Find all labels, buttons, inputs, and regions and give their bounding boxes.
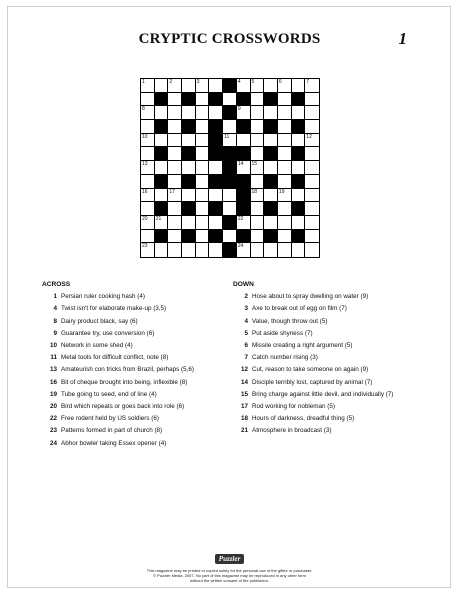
grid-cell[interactable] [141,216,155,230]
black-square [182,175,196,189]
clue-number: 20 [142,215,148,222]
grid-cell[interactable] [278,202,292,216]
black-square [223,216,237,230]
black-square [209,202,223,216]
black-square [237,120,251,134]
clue-number: 2 [169,79,173,85]
clue-number: 16 [142,188,148,195]
clue-text: Persian ruler cooking hash (4) [61,293,145,301]
black-square [209,93,223,107]
grid-cell[interactable] [196,216,210,230]
black-square [155,93,169,107]
clue-number: 24 [237,243,244,250]
across-clue [42,377,232,389]
grid-cell[interactable] [196,230,210,244]
black-square [223,243,237,257]
grid-cell[interactable] [168,120,182,134]
grid-cell[interactable] [182,161,196,175]
grid-cell[interactable] [264,106,278,120]
grid-cell[interactable] [292,79,306,93]
clue-text: Bring charge against little devil, and individually (7) [252,390,394,398]
black-square [292,93,306,107]
clue-text: Hose about to spray dwelling on water (9) [252,293,369,301]
grid-cell[interactable] [278,189,292,203]
grid-cell[interactable] [251,106,265,120]
grid-cell[interactable] [251,120,265,134]
clue-number: 5 [251,79,255,85]
black-square [223,161,237,175]
grid-cell[interactable] [278,93,292,107]
clue-number: 12 [240,366,248,374]
grid-cell[interactable] [237,161,251,175]
black-square [264,230,278,244]
grid-cell[interactable] [305,161,319,175]
clue-number: 16 [49,378,57,386]
down-clue [233,389,433,401]
black-square [223,79,237,93]
across-clue-list [42,291,232,450]
clue-text: Catch number rising (3) [252,354,318,362]
grid-cell[interactable] [196,243,210,257]
black-square [237,175,251,189]
grid-cell[interactable] [209,79,223,93]
grid-cell[interactable] [182,216,196,230]
grid-cell[interactable] [305,147,319,161]
grid-cell[interactable] [251,216,265,230]
across-clue [42,413,232,425]
black-square [292,147,306,161]
across-clue [42,425,232,437]
grid-cell[interactable] [292,189,306,203]
grid-cell[interactable] [168,79,182,93]
clue-text: Bit of cheque brought into being, inflexible (8) [61,378,188,386]
grid-cell[interactable] [141,134,155,148]
clue-number: 19 [49,390,57,398]
clue-number: 15 [251,161,258,168]
grid-cell[interactable] [196,202,210,216]
black-square [223,147,237,161]
grid-cell[interactable] [196,79,210,93]
grid-cell[interactable] [292,243,306,257]
grid-cell[interactable] [251,79,265,93]
grid-cell[interactable] [141,243,155,257]
grid-cell[interactable] [278,147,292,161]
page-number: 1 [398,29,407,48]
grid-cell[interactable] [264,161,278,175]
clue-text: Network in some shed (4) [61,342,133,350]
black-square [155,202,169,216]
grid-cell[interactable] [155,79,169,93]
clue-number: 23 [49,427,57,435]
black-square [264,93,278,107]
black-square [209,134,223,148]
grid-cell[interactable] [292,216,306,230]
grid-cell[interactable] [209,243,223,257]
black-square [292,120,306,134]
clue-text: Patterns formed in part of church (8) [61,427,163,435]
black-square [264,147,278,161]
black-square [292,202,306,216]
clue-number: 23 [142,243,148,250]
black-square [209,175,223,189]
black-square [182,202,196,216]
grid-cell[interactable] [223,134,237,148]
across-heading: ACROSS [42,281,71,288]
clue-text: Hours of darkness, dreadful thing (5) [252,415,355,423]
black-square [155,230,169,244]
grid-cell[interactable] [209,106,223,120]
grid-cell[interactable] [264,216,278,230]
grid-cell[interactable] [182,106,196,120]
grid-cell[interactable] [278,230,292,244]
grid-cell[interactable] [141,202,155,216]
grid-cell[interactable] [305,134,319,148]
clue-number: 11 [50,354,57,362]
black-square [182,93,196,107]
grid-cell[interactable] [141,175,155,189]
black-square [209,230,223,244]
grid-cell[interactable] [196,93,210,107]
grid-cell[interactable] [168,147,182,161]
clue-text: Put aside shyness (7) [252,329,313,337]
clue-text: Rod working for nobleman (5) [252,403,335,411]
clue-number: 20 [49,403,57,411]
clue-number: 14 [237,161,244,168]
clue-number: 1 [142,79,145,85]
clue-number: 3 [196,79,200,85]
down-clue [233,303,433,315]
grid-cell[interactable] [237,79,251,93]
clue-number: 14 [240,378,248,386]
grid-cell[interactable] [264,189,278,203]
clue-number: 6 [244,342,248,350]
clue-text: Value, though throw out (5) [252,317,328,325]
clue-number: 18 [251,188,258,195]
grid-cell[interactable] [209,216,223,230]
across-clue [42,291,232,303]
grid-cell[interactable] [155,216,169,230]
black-square [155,120,169,134]
grid-cell[interactable] [168,134,182,148]
down-clue [233,377,433,389]
black-square [237,93,251,107]
clue-text: Guarantee try, use conversion (6) [61,329,155,337]
clue-text: Abhor bowler taking Essex opener (4) [61,439,167,447]
grid-cell[interactable] [305,175,319,189]
clue-number: 18 [240,415,248,423]
grid-cell[interactable] [155,134,169,148]
grid-cell[interactable] [305,120,319,134]
black-square [223,106,237,120]
down-clue [233,413,433,425]
grid-cell[interactable] [182,189,196,203]
clue-number: 17 [240,403,248,411]
grid-cell[interactable] [155,189,169,203]
grid-cell[interactable] [223,120,237,134]
down-clue [233,316,433,328]
black-square [264,120,278,134]
grid-cell[interactable] [196,106,210,120]
black-square [182,147,196,161]
grid-cell[interactable] [251,93,265,107]
across-clue [42,401,232,413]
clue-number: 13 [142,161,148,168]
crossword-grid [140,78,320,258]
grid-cell[interactable] [305,202,319,216]
grid-cell[interactable] [278,134,292,148]
clue-text: Bird which repeats or goes back into role (6) [61,403,185,411]
black-square [223,175,237,189]
grid-cell[interactable] [182,243,196,257]
across-clue [42,340,232,352]
black-square [155,147,169,161]
black-square [209,147,223,161]
clue-text: Atmosphere in broadcast (3) [252,427,332,435]
across-clue [42,364,232,376]
grid-cell[interactable] [141,147,155,161]
down-heading: DOWN [233,281,254,288]
grid-cell[interactable] [168,202,182,216]
black-square [264,175,278,189]
black-square [292,230,306,244]
grid-cell[interactable] [251,134,265,148]
grid-cell[interactable] [305,106,319,120]
grid-cell[interactable] [168,216,182,230]
black-square [292,175,306,189]
clue-number: 22 [49,415,57,423]
across-clue [42,328,232,340]
publisher-logo: Puzzler [215,554,244,564]
clue-number: 6 [278,79,282,85]
grid-cell[interactable] [223,230,237,244]
grid-cell[interactable] [305,79,319,93]
grid-cell[interactable] [251,147,265,161]
copyright-line-3: without the written consent of the publishers. [190,578,269,583]
clue-number: 9 [53,329,57,337]
grid-cell[interactable] [168,106,182,120]
clue-number: 7 [306,79,310,85]
clue-number: 12 [306,133,312,140]
grid-cell[interactable] [264,79,278,93]
clue-number: 21 [155,215,162,222]
grid-cell[interactable] [223,189,237,203]
grid-cell[interactable] [251,161,265,175]
grid-cell[interactable] [264,243,278,257]
grid-cell[interactable] [251,243,265,257]
grid-cell[interactable] [237,134,251,148]
grid-cell[interactable] [141,120,155,134]
down-clue-list [233,291,433,437]
grid-cell[interactable] [141,79,155,93]
clue-text: Metal tools for difficult conflict, note (8) [61,354,169,362]
clue-text: Amateurish con tricks from Brazil, perhaps (5,6) [61,366,194,374]
grid-cell[interactable] [223,93,237,107]
across-clue [42,352,232,364]
grid-cell[interactable] [278,120,292,134]
grid-cell[interactable] [168,189,182,203]
grid-cell[interactable] [305,243,319,257]
clue-text: Twist isn't for elaborate make-up (3,5) [61,305,167,313]
down-clue [233,291,433,303]
grid-cell[interactable] [141,161,155,175]
down-clue [233,352,433,364]
grid-cell[interactable] [237,106,251,120]
clue-number: 13 [49,366,57,374]
down-clue [233,401,433,413]
grid-cell[interactable] [292,106,306,120]
grid-cell[interactable] [168,230,182,244]
clue-text: Disciple terribly lost, captured by animal (7) [252,378,373,386]
across-clue [42,438,232,450]
clue-number: 7 [244,354,248,362]
clue-number: 15 [240,390,248,398]
grid-cell[interactable] [182,79,196,93]
grid-cell[interactable] [196,134,210,148]
grid-cell[interactable] [251,230,265,244]
grid-cell[interactable] [196,175,210,189]
grid-cell[interactable] [223,202,237,216]
down-clues [233,279,433,438]
clue-text: Dairy product black, say (6) [61,317,138,325]
grid-cell[interactable] [155,161,169,175]
copyright-notice [0,568,459,583]
down-clue [233,328,433,340]
black-square [264,202,278,216]
grid-cell[interactable] [196,161,210,175]
clue-number: 19 [278,188,285,195]
black-square [237,189,251,203]
clue-text: Cut, reason to take someone on again (9) [252,366,369,374]
grid-cell[interactable] [278,79,292,93]
clue-text: Tube going to seed, end of line (4) [61,390,157,398]
grid-cell[interactable] [141,230,155,244]
clue-number: 4 [244,317,248,325]
grid-cell[interactable] [305,216,319,230]
clue-number: 10 [142,133,148,140]
across-clue [42,389,232,401]
black-square [209,120,223,134]
across-clue [42,316,232,328]
black-square [237,147,251,161]
clue-text: Missile creating a right argument (5) [252,342,353,350]
clue-number: 4 [53,305,57,313]
grid-cell[interactable] [292,134,306,148]
grid-cell[interactable] [278,161,292,175]
grid-cell[interactable] [305,93,319,107]
grid-cell[interactable] [155,106,169,120]
clue-text: Axe to break out of egg on film (7) [252,305,347,313]
grid-cell[interactable] [141,189,155,203]
grid-cell[interactable] [264,134,278,148]
black-square [237,202,251,216]
grid-cell[interactable] [278,243,292,257]
clue-number: 2 [244,293,248,301]
clue-number: 4 [237,79,241,85]
grid-cell[interactable] [278,175,292,189]
grid-cell[interactable] [209,189,223,203]
clue-number: 24 [49,439,57,447]
clue-number: 21 [240,427,248,435]
copyright-line-2: © Puzzler Media, 2007. No part of this magazine may be reproduced in any other form [153,573,306,578]
grid-cell[interactable] [196,189,210,203]
clue-text: Free rodent held by US soldiers (6) [61,415,159,423]
grid-cell[interactable] [251,202,265,216]
down-clue [233,364,433,376]
across-clues [42,279,232,450]
clue-number: 10 [49,342,57,350]
clue-number: 5 [244,329,248,337]
black-square [182,120,196,134]
grid-cell[interactable] [305,230,319,244]
down-clue [233,425,433,437]
grid-cell[interactable] [168,93,182,107]
clue-number: 17 [169,188,175,195]
grid-cell[interactable] [168,161,182,175]
grid-cell[interactable] [196,120,210,134]
grid-cell[interactable] [251,189,265,203]
grid-cell[interactable] [305,189,319,203]
clue-number: 3 [244,305,248,313]
grid-cell[interactable] [278,216,292,230]
page-title: CRYPTIC CROSSWORDS [138,31,321,47]
clue-number: 22 [237,215,244,222]
grid-cell[interactable] [251,175,265,189]
grid-cell[interactable] [209,161,223,175]
grid-cell[interactable] [168,243,182,257]
black-square [155,175,169,189]
black-square [237,230,251,244]
across-clue [42,303,232,315]
grid-cell[interactable] [182,134,196,148]
clue-number: 8 [53,317,57,325]
black-square [182,230,196,244]
clue-number: 1 [53,293,57,301]
clue-number: 11 [224,133,230,140]
copyright-line-1: This magazine may be printed or copied solely for the personal use of the giftee or purchaser. [146,568,313,573]
clue-number: 8 [142,106,145,113]
grid-cell[interactable] [278,106,292,120]
clue-number: 9 [237,106,241,113]
grid-cell[interactable] [155,243,169,257]
grid-cell[interactable] [237,216,251,230]
grid-cell[interactable] [141,106,155,120]
grid-cell[interactable] [168,175,182,189]
grid-cell[interactable] [196,147,210,161]
grid-cell[interactable] [237,243,251,257]
grid-cell[interactable] [141,93,155,107]
down-clue [233,340,433,352]
grid-cell[interactable] [292,161,306,175]
footer [0,548,459,583]
